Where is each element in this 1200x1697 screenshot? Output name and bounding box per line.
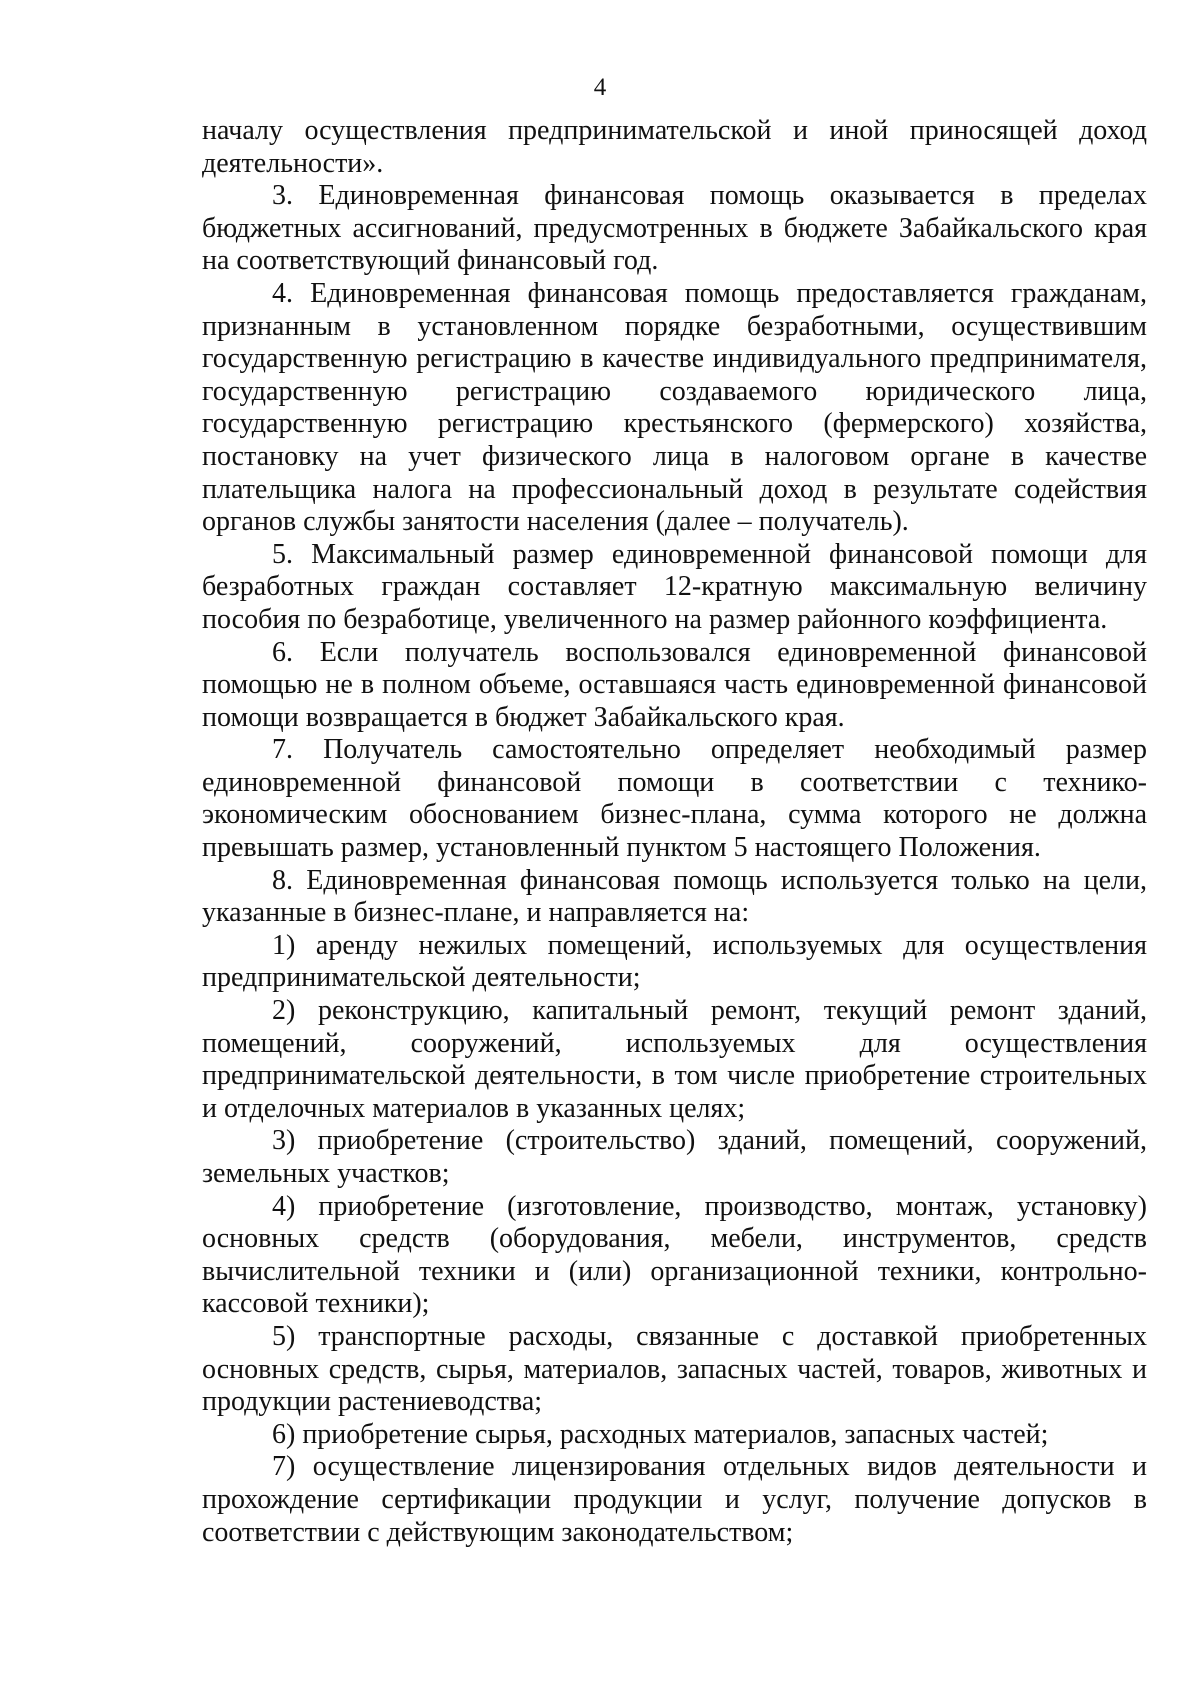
list-item-5: 5) транспортные расходы, связанные с доставкой приобретенных основных средств, сырья, материалов, запасных частей, товаров, животных и продукции растениеводства; (202, 1320, 1147, 1418)
paragraph-item-7: 7. Получатель самостоятельно определяет необходимый размер единовременной финансовой помощи в соответствии с технико-экономическим обоснованием бизнес-плана, сумма которого не должна превышать размер, установленный пунктом 5 настоящего Положения. (202, 734, 1147, 864)
paragraph-item-5: 5. Максимальный размер единовременной финансовой помощи для безработных граждан составляет 12-кратную максимальную величину пособия по безработице, увеличенного на размер районного коэффициента. (202, 538, 1147, 635)
list-item-6: 6) приобретение сырья, расходных материалов, запасных частей; (272, 1418, 1049, 1450)
document-body (202, 115, 1147, 1549)
list-item-3: 3) приобретение (строительство) зданий, помещений, сооружений, земельных участков; (202, 1125, 1147, 1189)
paragraph-item-3: 3. Единовременная финансовая помощь оказывается в пределах бюджетных ассигнований, предусмотренных в бюджете Забайкальского края на соответствующий финансовый год. (202, 180, 1147, 277)
paragraph-item-4: 4. Единовременная финансовая помощь предоставляется гражданам, признанным в установленном порядке безработными, осуществившим государственную регистрацию в качестве индивидуального предпринимателя, государственную регистрацию создаваемого юридического лица, государственную регистрацию крестьянского (фермерского) хозяйства, постановку на учет физического лица в налоговом органе в качестве плательщика налога на профессиональный доход в результате содействия органов службы занятости населения (далее – получатель). (202, 277, 1147, 538)
page-number: 4 (593, 74, 607, 101)
paragraph-continuation: началу осуществления предпринимательской и иной приносящей доход деятельности». (202, 115, 1147, 179)
paragraph-item-6: 6. Если получатель воспользовался единовременной финансовой помощью не в полном объеме, оставшаяся часть единовременной финансовой помощи возвращается в бюджет Забайкальского края. (202, 636, 1147, 733)
list-item-7: 7) осуществление лицензирования отдельных видов деятельности и прохождение сертификации продукции и услуг, получение допусков в соответствии с действующим законодательством; (202, 1451, 1147, 1548)
list-item-1: 1) аренду нежилых помещений, используемых для осуществления предпринимательской деятельности; (202, 929, 1147, 994)
paragraph-item-8: 8. Единовременная финансовая помощь используется только на цели, указанные в бизнес-плане, и направляется на: (202, 864, 1147, 929)
list-item-4: 4) приобретение (изготовление, производство, монтаж, установку) основных средств (оборудования, мебели, инструментов, средств вычислительной техники и (или) организационной техники, контрольно-кассовой техники); (202, 1190, 1147, 1320)
list-item-2: 2) реконструкцию, капитальный ремонт, текущий ремонт зданий, помещений, сооружений, используемых для осуществления предпринимательской деятельности, в том числе приобретение строительных и отделочных материалов в указанных целях; (202, 995, 1147, 1124)
